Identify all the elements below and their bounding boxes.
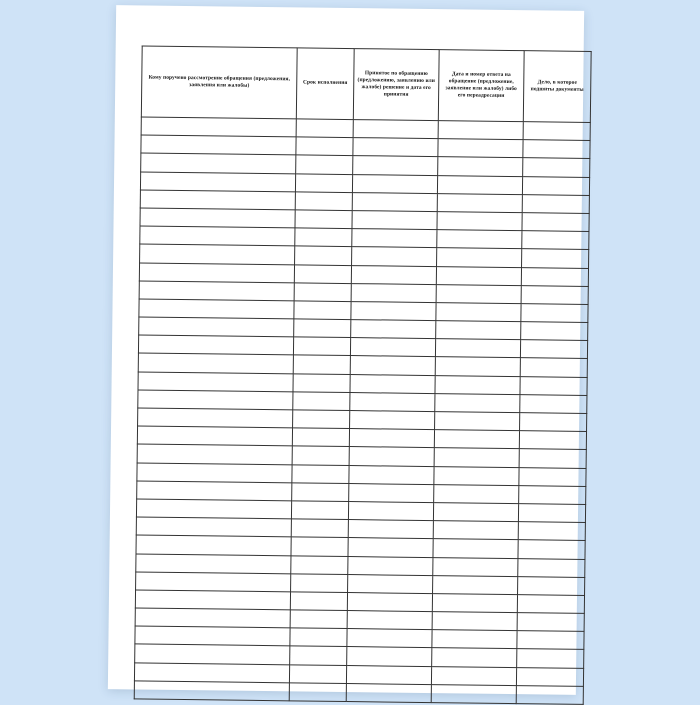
table-cell[interactable]	[519, 449, 586, 468]
table-cell[interactable]	[435, 375, 520, 394]
table-cell[interactable]	[138, 372, 293, 392]
table-cell[interactable]	[519, 467, 586, 486]
table-cell[interactable]	[431, 666, 516, 685]
table-cell[interactable]	[521, 322, 588, 341]
table-cell[interactable]	[353, 156, 438, 175]
document-sheet	[108, 5, 584, 695]
table-cell[interactable]	[522, 194, 589, 213]
column-header-case: Дело, в которое подшиты документы	[523, 51, 591, 123]
table-cell[interactable]	[140, 226, 295, 246]
table-cell[interactable]	[519, 431, 586, 450]
table-cell[interactable]	[137, 463, 292, 483]
table-cell[interactable]	[436, 284, 521, 303]
table-cell[interactable]	[437, 212, 522, 231]
table-cell[interactable]	[294, 301, 351, 320]
table-cell[interactable]	[433, 557, 518, 576]
table-cell[interactable]	[520, 358, 587, 377]
column-header-deadline: Срок исполнения	[296, 48, 354, 120]
table-cell[interactable]	[522, 213, 589, 232]
table-cell[interactable]	[347, 592, 432, 611]
table-cell[interactable]	[295, 210, 352, 229]
table-cell[interactable]	[520, 376, 587, 395]
table-cell[interactable]	[518, 558, 585, 577]
table-cell[interactable]	[517, 613, 584, 632]
table-cell[interactable]	[522, 249, 589, 268]
table-cell[interactable]	[295, 228, 352, 247]
table-cell[interactable]	[136, 499, 291, 519]
table-cell[interactable]	[290, 610, 347, 629]
table-cell[interactable]	[438, 139, 523, 158]
table-cell[interactable]	[433, 575, 518, 594]
table-cell[interactable]	[138, 335, 293, 355]
table-cell[interactable]	[438, 121, 523, 140]
table-cell[interactable]	[141, 135, 296, 155]
table-cell[interactable]	[295, 173, 352, 192]
table-cell[interactable]	[435, 357, 520, 376]
table-cell[interactable]	[292, 428, 349, 447]
table-cell[interactable]	[134, 663, 289, 683]
table-cell[interactable]	[351, 265, 436, 284]
table-cell[interactable]	[289, 664, 346, 683]
table-cell[interactable]	[135, 590, 290, 610]
table-cell[interactable]	[293, 392, 350, 411]
table-cell[interactable]	[349, 447, 434, 466]
table-cell[interactable]	[437, 230, 522, 249]
table-cell[interactable]	[518, 522, 585, 541]
table-cell[interactable]	[523, 158, 590, 177]
table-cell[interactable]	[522, 231, 589, 250]
table-cell[interactable]	[349, 429, 434, 448]
table-cell[interactable]	[352, 247, 437, 266]
table-cell[interactable]	[351, 283, 436, 302]
table-cell[interactable]	[431, 684, 516, 703]
table-cell[interactable]	[139, 299, 294, 319]
table-cell[interactable]	[437, 248, 522, 267]
table-cell[interactable]	[435, 412, 520, 431]
table-cell[interactable]	[436, 266, 521, 285]
table-cell[interactable]	[292, 483, 349, 502]
table-cell[interactable]	[518, 576, 585, 595]
table-cell[interactable]	[350, 338, 435, 357]
table-cell[interactable]	[138, 353, 293, 373]
table-cell[interactable]	[522, 176, 589, 195]
table-cell[interactable]	[137, 481, 292, 501]
table-cell[interactable]	[294, 283, 351, 302]
table-cell[interactable]	[350, 392, 435, 411]
table-cell[interactable]	[293, 337, 350, 356]
table-cell[interactable]	[521, 267, 588, 286]
table-cell[interactable]	[348, 538, 433, 557]
table-cell[interactable]	[348, 501, 433, 520]
table-cell[interactable]	[135, 608, 290, 628]
table-cell[interactable]	[293, 355, 350, 374]
table-cell[interactable]	[433, 521, 518, 540]
table-cell[interactable]	[436, 321, 521, 340]
table-cell[interactable]	[520, 340, 587, 359]
table-cell[interactable]	[350, 411, 435, 430]
table-cell[interactable]	[348, 520, 433, 539]
table-cell[interactable]	[436, 302, 521, 321]
table-cell[interactable]	[134, 681, 289, 701]
table-cell[interactable]	[437, 193, 522, 212]
table-cell[interactable]	[138, 408, 293, 428]
table-cell[interactable]	[352, 211, 437, 230]
table-cell[interactable]	[434, 466, 519, 485]
table-cell[interactable]	[140, 190, 295, 210]
table-cell[interactable]	[349, 465, 434, 484]
table-cell[interactable]	[518, 540, 585, 559]
table-cell[interactable]	[432, 648, 517, 667]
table-cell[interactable]	[294, 264, 351, 283]
table-header	[141, 46, 591, 122]
register-table	[134, 45, 592, 704]
table-cell[interactable]	[291, 519, 348, 538]
table-cell[interactable]	[352, 229, 437, 248]
table-cell[interactable]	[432, 593, 517, 612]
table-cell[interactable]	[347, 647, 432, 666]
table-cell[interactable]	[291, 555, 348, 574]
column-header-reply: Дата и номер ответа на обращение (предложение, заявление или жалобу) либо его переадресации	[438, 50, 524, 122]
table-cell[interactable]	[290, 646, 347, 665]
table-cell[interactable]	[348, 574, 433, 593]
table-cell[interactable]	[139, 262, 294, 282]
table-cell[interactable]	[296, 119, 353, 138]
table-cell[interactable]	[291, 574, 348, 593]
table-cell[interactable]	[295, 246, 352, 265]
table-cell[interactable]	[135, 644, 290, 664]
table-cell[interactable]	[296, 155, 353, 174]
table-cell[interactable]	[136, 572, 291, 592]
table-cell[interactable]	[141, 153, 296, 173]
table-cell[interactable]	[350, 356, 435, 375]
table-cell[interactable]	[516, 667, 583, 686]
table-cell[interactable]	[517, 594, 584, 613]
table-cell[interactable]	[291, 501, 348, 520]
table-cell[interactable]	[434, 430, 519, 449]
table-cell[interactable]	[433, 503, 518, 522]
table-cell[interactable]	[289, 683, 346, 702]
table-body	[134, 117, 590, 704]
table-cell[interactable]	[517, 649, 584, 668]
table-cell[interactable]	[434, 484, 519, 503]
table-cell[interactable]	[352, 192, 437, 211]
table-cell[interactable]	[291, 537, 348, 556]
column-header-decision: Принятое по обращению (предложению, заявлению или жалобе) решение и дата его принятия	[353, 49, 439, 121]
table-cell[interactable]	[521, 304, 588, 323]
table-cell[interactable]	[135, 626, 290, 646]
table-cell[interactable]	[353, 120, 438, 139]
table-cell[interactable]	[351, 320, 436, 339]
table-cell[interactable]	[517, 631, 584, 650]
table-cell[interactable]	[290, 628, 347, 647]
table-cell[interactable]	[140, 172, 295, 192]
table-cell[interactable]	[435, 339, 520, 358]
table-cell[interactable]	[141, 117, 296, 137]
register-table-container	[134, 45, 584, 704]
table-cell[interactable]	[432, 630, 517, 649]
table-cell[interactable]	[138, 390, 293, 410]
table-cell[interactable]	[351, 301, 436, 320]
table-cell[interactable]	[348, 556, 433, 575]
table-cell[interactable]	[434, 448, 519, 467]
table-cell[interactable]	[137, 444, 292, 464]
table-cell[interactable]	[519, 485, 586, 504]
table-cell[interactable]	[292, 446, 349, 465]
table-cell[interactable]	[518, 504, 585, 523]
table-header-row	[141, 46, 591, 122]
table-cell[interactable]	[293, 373, 350, 392]
table-cell[interactable]	[140, 208, 295, 228]
table-cell[interactable]	[136, 535, 291, 555]
column-header-assignee: Кому поручено рассмотрение обращения (предложения, заявления или жалобы)	[141, 46, 297, 119]
table-cell[interactable]	[136, 553, 291, 573]
table-cell[interactable]	[349, 483, 434, 502]
table-cell[interactable]	[296, 137, 353, 156]
table-cell[interactable]	[140, 244, 295, 264]
table-cell[interactable]	[295, 192, 352, 211]
table-cell[interactable]	[432, 612, 517, 631]
table-cell[interactable]	[433, 539, 518, 558]
table-cell[interactable]	[292, 464, 349, 483]
table-cell[interactable]	[352, 174, 437, 193]
table-cell[interactable]	[521, 285, 588, 304]
table-cell[interactable]	[435, 393, 520, 412]
table-cell[interactable]	[346, 665, 431, 684]
table-cell[interactable]	[139, 281, 294, 301]
table-cell[interactable]	[347, 629, 432, 648]
table-cell[interactable]	[520, 413, 587, 432]
table-cell[interactable]	[347, 611, 432, 630]
table-cell[interactable]	[294, 319, 351, 338]
table-cell[interactable]	[523, 122, 590, 141]
table-cell[interactable]	[293, 410, 350, 429]
table-cell[interactable]	[137, 426, 292, 446]
table-cell[interactable]	[516, 685, 583, 704]
table-cell[interactable]	[523, 140, 590, 159]
table-cell[interactable]	[290, 592, 347, 611]
table-cell[interactable]	[139, 317, 294, 337]
table-cell[interactable]	[353, 138, 438, 157]
table-cell[interactable]	[350, 374, 435, 393]
table-cell[interactable]	[438, 157, 523, 176]
table-cell[interactable]	[437, 175, 522, 194]
table-cell[interactable]	[520, 394, 587, 413]
table-cell[interactable]	[136, 517, 291, 537]
